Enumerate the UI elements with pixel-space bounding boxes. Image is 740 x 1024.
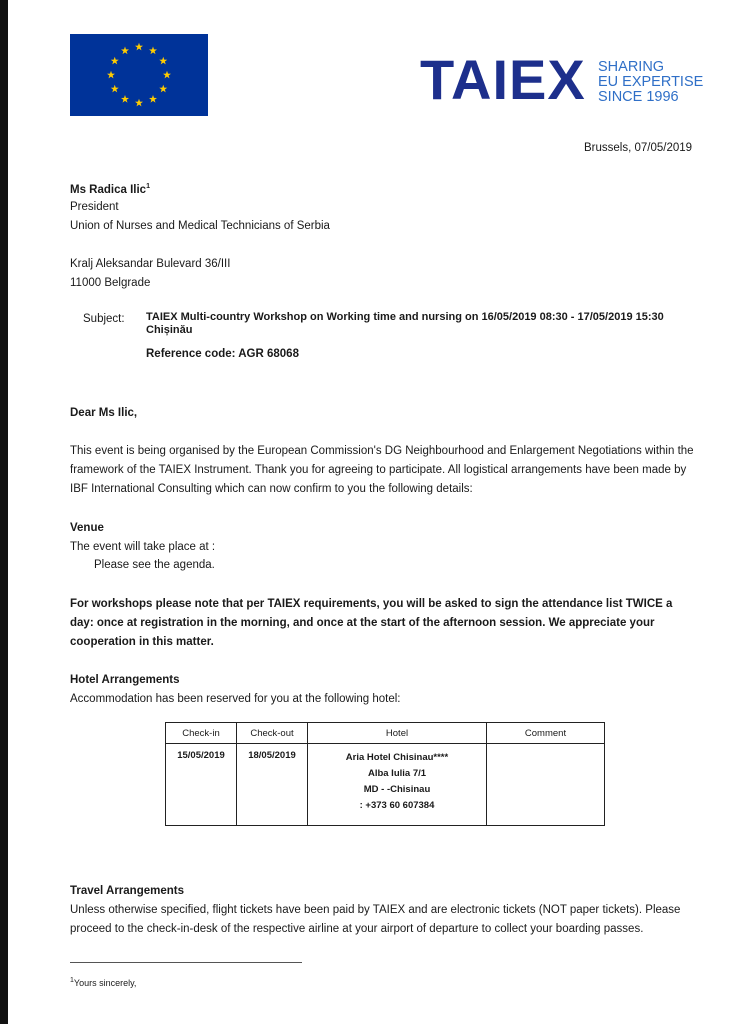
intro-paragraph: This event is being organised by the European Commission's DG Neighbourhood and Enlargement Negotiations within the framework of the TAIEX Instrument. Thank you for agreeing to participate. All logistical arrangements have been made by IBF International Consulting which can now confirm to you the following details:: [70, 445, 694, 495]
hotel-line: Accommodation has been reserved for you at the following hotel:: [70, 693, 401, 705]
attendance-notice: For workshops please note that per TAIEX requirements, you will be asked to sign the attendance list TWICE a day: once at registration in the morning, and once at the start of the afternoon session. We appreciate your cooperation in this matter.: [70, 598, 673, 648]
subject-label: Subject:: [83, 313, 125, 325]
footnote: [70, 972, 136, 992]
tagline-line: SINCE 1996: [598, 89, 679, 105]
hotel-heading: Hotel Arrangements: [70, 674, 180, 686]
footnote-mark: 1: [146, 183, 150, 190]
flag-star: [121, 47, 129, 55]
venue-detail: Please see the agenda.: [94, 559, 215, 571]
eu-flag-logo: [70, 34, 208, 116]
flag-star: [135, 99, 143, 107]
venue-heading: Venue: [70, 522, 104, 534]
flag-star: [159, 57, 167, 65]
recipient-city: 11000 Belgrade: [70, 277, 151, 289]
table-header-row: [166, 723, 605, 744]
column-header: Check-in: [166, 723, 237, 744]
taiex-tagline: [598, 60, 738, 105]
greeting: Dear Ms Ilic,: [70, 407, 138, 419]
flag-star: [121, 95, 129, 103]
footnote-text: Yours sincerely,: [73, 978, 137, 988]
tagline-line: SHARING: [598, 59, 665, 75]
hotel-table: [165, 722, 605, 826]
recipient-name: [70, 178, 150, 199]
table-row: [166, 744, 605, 826]
recipient-organization: Union of Nurses and Medical Technicians of Serbia: [70, 220, 330, 232]
flag-star: [159, 85, 167, 93]
hotel-name: Aria Hotel Chisinau****: [345, 752, 449, 763]
letter-date: Brussels, 07/05/2019: [584, 142, 693, 154]
hotel-address: Alba Iulia 7/1: [367, 768, 427, 779]
footnote-divider: [70, 962, 302, 963]
comment-cell: [487, 744, 605, 826]
scan-edge: [0, 0, 8, 1024]
venue-line: The event will take place at :: [70, 541, 216, 553]
checkout-cell: 18/05/2019: [237, 744, 308, 826]
flag-star: [149, 47, 157, 55]
column-header: Hotel: [308, 723, 487, 744]
hotel-phone: : +373 60 607384: [359, 800, 435, 811]
flag-star: [111, 57, 119, 65]
recipient-title: President: [70, 201, 119, 213]
travel-paragraph: Unless otherwise specified, flight tickets have been paid by TAIEX and are electronic tickets (NOT paper tickets). Please proceed to the check-in-desk of the respective airline at your airport of departure to collect your boarding passes.: [70, 904, 681, 935]
reference-code: Reference code: AGR 68068: [146, 348, 299, 360]
subject-line: TAIEX Multi-country Workshop on Working time and nursing on 16/05/2019 08:30 - 17/05/2019 15:30: [146, 311, 664, 323]
taiex-logo-word: TAIEX: [420, 48, 586, 111]
hotel-city: MD - -Chisinau: [363, 784, 431, 795]
travel-heading: Travel Arrangements: [70, 885, 184, 897]
flag-star: [149, 95, 157, 103]
recipient-street: Kralj Aleksandar Bulevard 36/III: [70, 258, 231, 270]
tagline-line: EU EXPERTISE: [598, 74, 704, 90]
eu-flag-stars: [70, 34, 208, 116]
recipient-name-text: Ms Radica Ilic: [70, 183, 147, 196]
column-header: Check-out: [237, 723, 308, 744]
subject-city: Chișinău: [146, 324, 193, 336]
flag-star: [135, 43, 143, 51]
footnote-mark: 1: [70, 977, 74, 984]
flag-star: [107, 71, 115, 79]
flag-star: [111, 85, 119, 93]
checkin-cell: 15/05/2019: [166, 744, 237, 826]
hotel-cell: [308, 744, 487, 826]
column-header: Comment: [487, 723, 605, 744]
flag-star: [163, 71, 171, 79]
